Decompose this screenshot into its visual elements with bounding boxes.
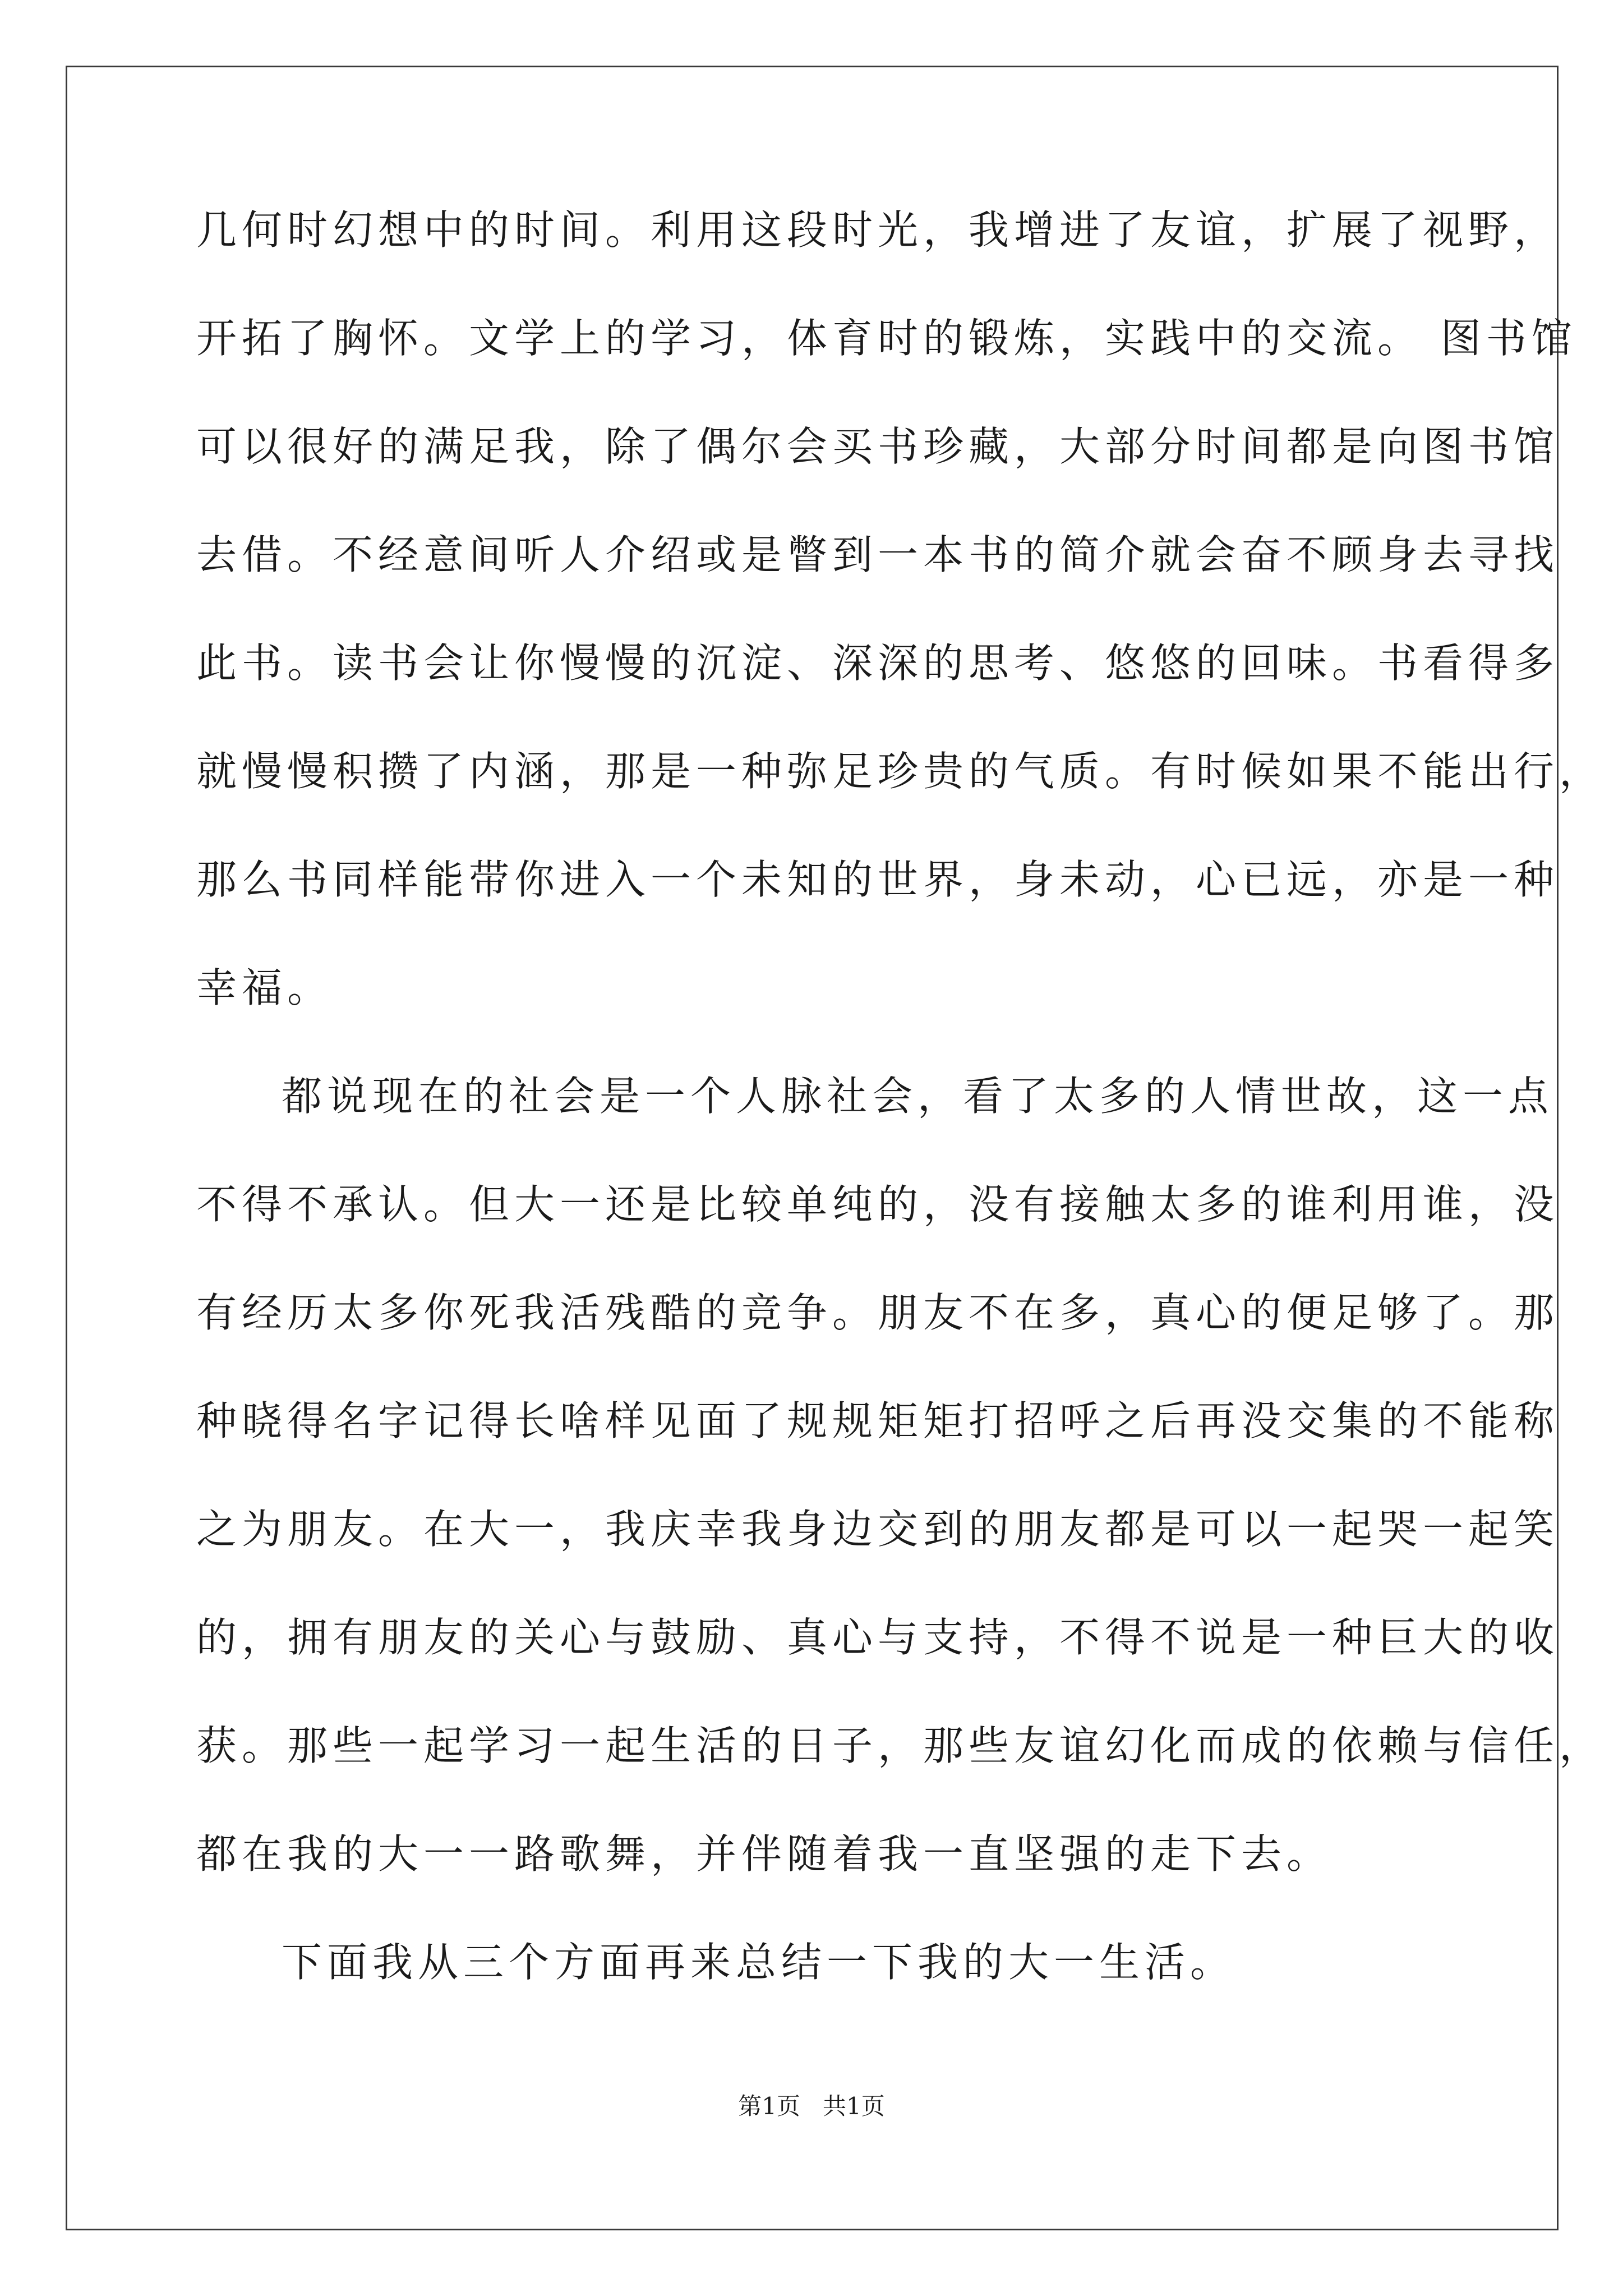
- text-line: 去借。不经意间听人介绍或是瞥到一本书的简介就会奋不顾身去寻找: [196, 531, 1560, 578]
- text-line: 开拓了胸怀。文学上的学习，体育时的锻炼，实践中的交流。 图书馆: [196, 315, 1577, 362]
- text-line: 不得不承认。但大一还是比较单纯的，没有接触太多的谁利用谁，没: [196, 1181, 1560, 1228]
- text-line: 那么书同样能带你进入一个未知的世界，身未动，心已远，亦是一种: [196, 856, 1560, 903]
- text-line: 种晓得名字记得长啥样见面了规规矩矩打招呼之后再没交集的不能称: [196, 1397, 1560, 1444]
- text-line: 的，拥有朋友的关心与鼓励、真心与支持，不得不说是一种巨大的收: [196, 1614, 1560, 1661]
- text-line: 可以很好的满足我，除了偶尔会买书珍藏，大部分时间都是向图书馆: [196, 423, 1560, 470]
- text-line: 就慢慢积攒了内涵，那是一种弥足珍贵的气质。有时候如果不能出行，: [196, 748, 1605, 795]
- text-line: 有经历太多你死我活残酷的竞争。朋友不在多，真心的便足够了。那: [196, 1289, 1560, 1336]
- page-total: 共1页: [823, 2092, 885, 2120]
- text-line: 之为朋友。在大一，我庆幸我身边交到的朋友都是可以一起哭一起笑: [196, 1506, 1560, 1553]
- page-footer: [0, 2090, 1623, 2123]
- text-line: 几何时幻想中的时间。利用这段时光，我增进了友谊，扩展了视野，: [196, 206, 1560, 254]
- paragraph-first-line: 下面我从三个方面再来总结一下我的大一生活。: [282, 1939, 1236, 1986]
- text-line: 此书。读书会让你慢慢的沉淀、深深的思考、悠悠的回味。书看得多: [196, 639, 1560, 687]
- text-line: 幸福。: [196, 964, 333, 1011]
- page-number: 第1页: [738, 2092, 800, 2120]
- text-line: 获。那些一起学习一起生活的日子，那些友谊幻化而成的依赖与信任，: [196, 1722, 1605, 1769]
- text-line: 都在我的大一一路歌舞，并伴随着我一直坚强的走下去。: [196, 1830, 1332, 1878]
- page-border: [66, 66, 1559, 2230]
- paragraph-first-line: 都说现在的社会是一个人脉社会，看了太多的人情世故，这一点: [282, 1073, 1554, 1120]
